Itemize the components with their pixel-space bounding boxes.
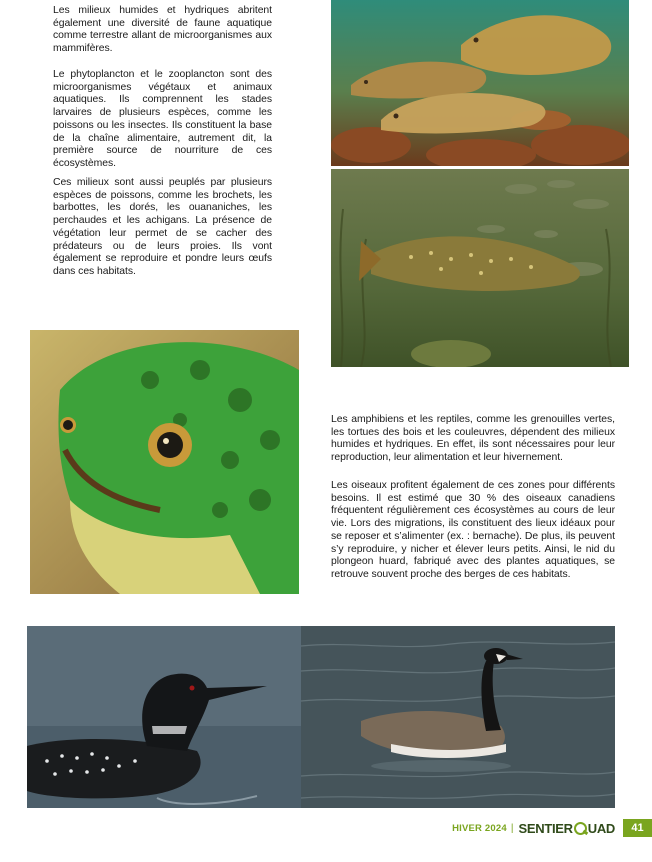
paragraph-fauna-intro: Les milieux humides et hydriques abritent également une diversité de faune aquatique comme terrestre allant de microorganismes aux mammifères. <box>53 5 272 55</box>
paragraph-plankton: Le phytoplancton et le zooplancton sont des microorganismes végétaux et animaux aquatiques. Ils comprennent les stades larvaires de plusieurs espèces, comme les poissons ou les insectes. Ils constituent la base de la chaîne alimentaire, autrement dit, la première source de nourriture de ces écosystèmes. <box>53 69 272 169</box>
goose-photo <box>301 626 615 808</box>
pike-photo <box>331 169 629 367</box>
page-number: 41 <box>623 819 652 837</box>
issue-label: HIVER 2024 <box>452 822 507 834</box>
footer-separator: | <box>510 822 514 834</box>
brand-name-left: SENTIER <box>518 820 573 836</box>
paragraph-fish: Ces milieux sont aussi peuplés par plusieurs espèces de poissons, comme les brochets, les barbottes, les dorés, les ouananiches, les perchaudes et les achigans. La présence de végétation leur permet de se cacher des prédateurs ou de leurs proies. Ils vont également se reproduire et pondre leurs œufs dans ces habitats. <box>53 177 272 277</box>
paragraph-birds: Les oiseaux profitent également de ces zones pour différents besoins. Il est estimé que 30 % des oiseaux canadiens fréquentent régulièrement ces écosystèmes au cours de leur vie. Lors des migrations, ils constituent des lieux idéaux pour se reposer et s’alimenter (ex. : bernache). De plus, ils peuvent s’y reproduire, y nicher et élever leurs petits. Ainsi, le nid du plongeon huard, fabriqué avec des plantes aquatiques, se retrouve souvent proche des berges de ces habitats. <box>331 480 615 580</box>
frog-photo <box>30 330 299 594</box>
brand-name-right: UAD <box>587 820 615 836</box>
brand-q-icon <box>574 822 587 835</box>
page-footer <box>452 818 652 838</box>
salmon-photo <box>331 0 629 166</box>
loon-photo <box>27 626 301 808</box>
brand-logo <box>518 821 615 836</box>
paragraph-amphibians: Les amphibiens et les reptiles, comme les grenouilles vertes, les tortues des bois et les couleuvres, dépendent des milieux humides et hydriques. En effet, ils sont nécessaires pour leur reproduction, leur alimentation et leur hivernement. <box>331 414 615 464</box>
